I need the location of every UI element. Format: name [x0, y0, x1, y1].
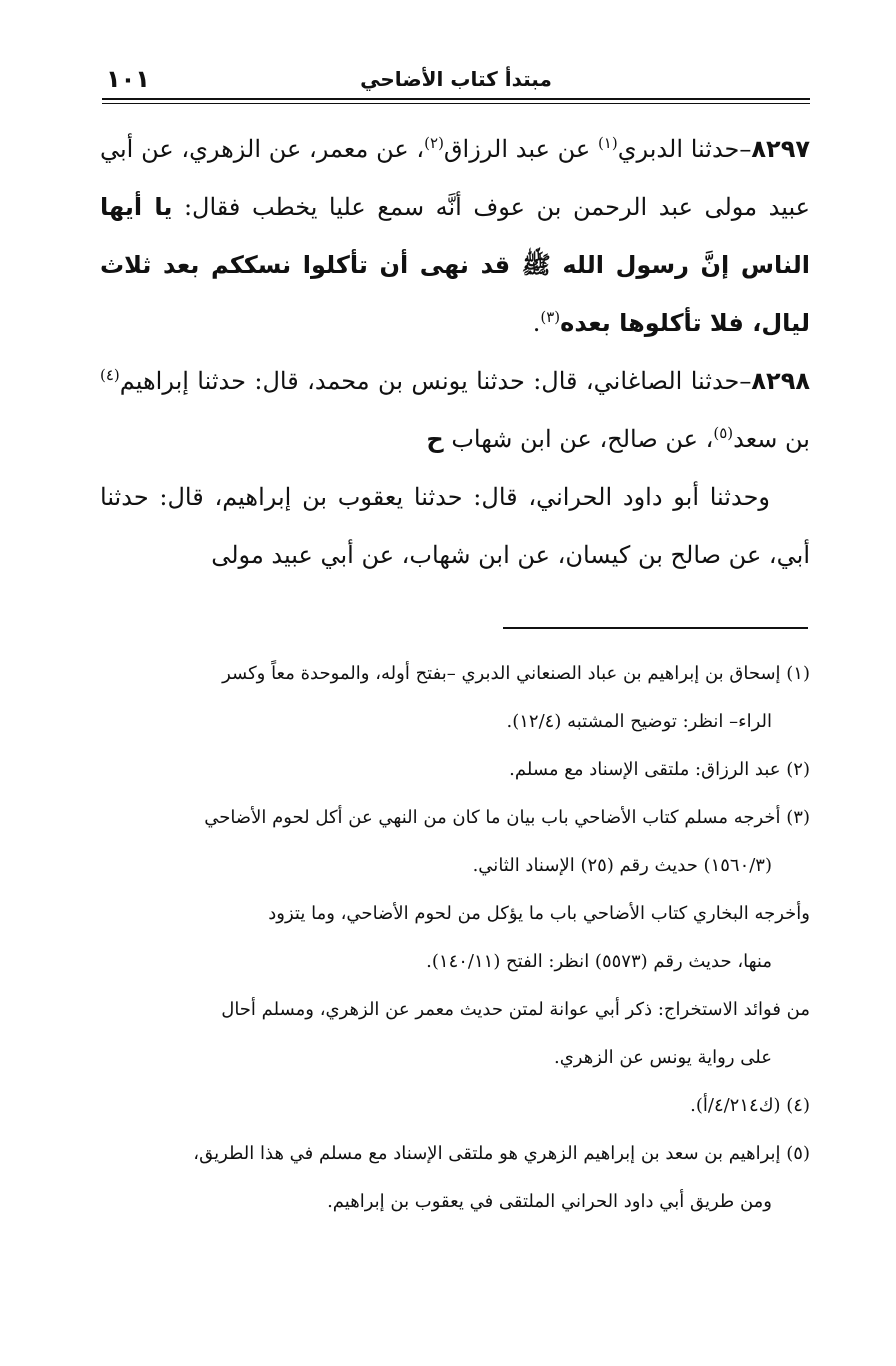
dash: – — [739, 135, 752, 163]
isnad-text: حدثنا الصاغاني، قال: حدثنا يونس بن محمد، قال: حدثنا إبراهيم — [119, 367, 740, 395]
hadith-8297 — [100, 120, 810, 352]
footnote-ref: (٣) — [540, 308, 561, 326]
footnote-4: (٤) (ك٤/٢١٤/أ). — [690, 1095, 810, 1116]
hadith-8298 — [100, 352, 810, 468]
footnote-text: (١٥٦٠/٣) حديث رقم (٢٥) الإسناد الثاني. — [472, 855, 772, 876]
dash: – — [739, 367, 752, 395]
footnote-3 — [96, 794, 810, 890]
running-header — [102, 62, 810, 102]
isnad-text: ، عن معمر، عن الزهري، عن أبي عبيد مولى عبد الرحمن بن عوف أنَّه سمع عليا يخطب فقال: — [100, 135, 811, 221]
hadith-number: ٨٢٩٧ — [751, 135, 810, 163]
footnote-text: ومن طريق أبي داود الحراني الملتقى في يعقوب بن إبراهيم. — [327, 1191, 772, 1212]
footnote-text: على رواية يونس عن الزهري. — [554, 1047, 772, 1068]
tahwil-mark: ح — [426, 425, 444, 453]
footnote-text: الراء– انظر: توضيح المشتبه (١٢/٤). — [506, 711, 772, 732]
footnote-text: وأخرجه البخاري كتاب الأضاحي باب ما يؤكل من لحوم الأضاحي، وما يتزود — [268, 903, 810, 924]
isnad-text: حدثنا الدبري — [617, 135, 740, 163]
page-number: ١٠١ — [106, 65, 150, 93]
period: . — [532, 309, 541, 337]
header-rule-thin — [102, 103, 810, 104]
footnote-1 — [96, 650, 810, 746]
footnote-text: (١) إسحاق بن إبراهيم بن عباد الصنعاني الدبري –بفتح أوله، والموحدة معاً وكسر — [222, 663, 810, 684]
isnad-text: ، عن صالح، عن ابن شهاب — [443, 425, 714, 453]
footnote-5 — [96, 1130, 810, 1226]
footnote-3-benefits — [96, 986, 810, 1082]
footnote-2: (٢) عبد الرزاق: ملتقى الإسناد مع مسلم. — [509, 759, 810, 780]
footnote-text: من فوائد الاستخراج: ذكر أبي عوانة لمتن حديث معمر عن الزهري، ومسلم أحال — [221, 999, 810, 1020]
footnote-3-bukhari — [96, 890, 810, 986]
footnote-ref: (٢) — [424, 134, 444, 152]
footnote-ref: (١) — [597, 134, 618, 152]
isnad-paragraph: وحدثنا أبو داود الحراني، قال: حدثنا يعقوب بن إبراهيم، قال: حدثنا أبي، عن صالح بن كيسان، عن ابن شهاب، عن أبي عبيد مولى — [100, 483, 810, 569]
footnote-text: (٥) إبراهيم بن سعد بن إبراهيم الزهري هو ملتقى الإسناد مع مسلم في هذا الطريق، — [193, 1143, 810, 1164]
footnote-separator — [503, 627, 808, 629]
footnote-text: (٣) أخرجه مسلم كتاب الأضاحي باب بيان ما كان من النهي عن أكل لحوم الأضاحي — [204, 807, 810, 828]
isnad-text: عن عبد الرزاق — [443, 135, 598, 163]
matn-text: يا أيها الناس إنَّ رسول الله ﷺ قد نهى أن تأكلوا نسككم بعد ثلاث ليال، فلا تأكلوها بعده — [100, 193, 810, 337]
isnad-text: بن سعد — [733, 425, 810, 453]
main-text — [100, 120, 810, 584]
running-title: مبتدأ كتاب الأضاحي — [360, 67, 552, 91]
header-rule — [102, 98, 810, 100]
footnotes — [96, 650, 810, 1226]
footnote-text: منها، حديث رقم (٥٥٧٣) انظر: الفتح (١٤٠/١١). — [426, 951, 772, 972]
footnote-ref: (٥) — [713, 424, 734, 442]
hadith-number: ٨٢٩٨ — [751, 367, 810, 395]
footnote-ref: (٤) — [100, 366, 120, 384]
